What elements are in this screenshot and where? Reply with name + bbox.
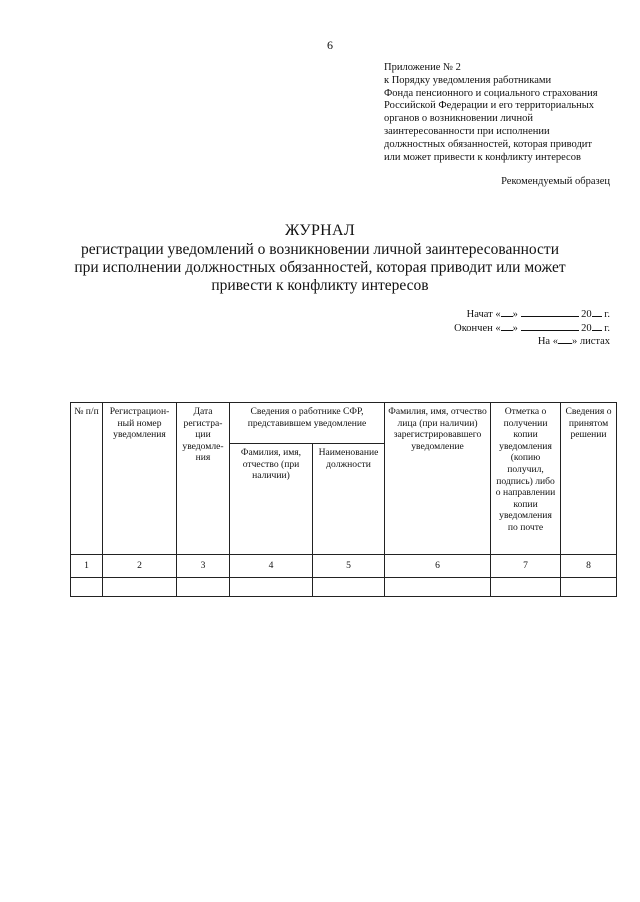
- empty-cell: [177, 578, 230, 597]
- appendix-line: Приложение № 2: [384, 62, 461, 73]
- year-blank: [592, 322, 602, 331]
- appendix-header: [384, 62, 624, 164]
- sample-note: Рекомендуемый образец: [501, 176, 610, 187]
- title-heading: ЖУРНАЛ: [284, 222, 356, 239]
- header-registrar-name: Фамилия, имя, отчество лица (при наличии) зарегистрировавшего уведомление: [385, 403, 491, 555]
- started-label: Начат «: [466, 309, 501, 320]
- header-registration-date: Дата регистра-ции уведомле-ния: [177, 403, 230, 555]
- month-blank: [521, 308, 579, 317]
- header-row-number: № п/п: [71, 403, 103, 555]
- day-blank: [501, 322, 513, 331]
- column-number: 7: [491, 555, 561, 578]
- appendix-line: Фонда пенсионного и социального страхования: [384, 87, 598, 99]
- empty-cell: [491, 578, 561, 597]
- empty-cell: [385, 578, 491, 597]
- year-prefix: 20: [581, 322, 592, 334]
- title-line: при исполнении должностных обязанностей, которая приводит или может: [74, 259, 566, 276]
- year-suffix: г.: [604, 322, 610, 334]
- header-registration-number: Регистрацион-ный номер уведомления: [103, 403, 177, 555]
- appendix-line: к Порядку уведомления работниками: [384, 74, 552, 86]
- appendix-line: заинтересованности при исполнении: [384, 125, 550, 137]
- sheets-suffix: » листах: [571, 336, 610, 347]
- column-number-row: [71, 555, 617, 578]
- year-prefix: 20: [581, 309, 592, 320]
- column-number: 8: [561, 555, 617, 578]
- appendix-line: Российской Федерации и его территориальных: [384, 100, 595, 112]
- year-blank: [592, 308, 602, 317]
- empty-cell: [103, 578, 177, 597]
- started-date-line: [420, 308, 610, 322]
- journal-table: [70, 402, 617, 597]
- empty-cell: [313, 578, 385, 597]
- column-number: 2: [103, 555, 177, 578]
- header-employee-name: Фамилия, имя, отчество (при наличии): [230, 444, 313, 555]
- quote-close: »: [512, 322, 518, 334]
- journal-dates: [420, 308, 610, 349]
- header-employee-info: Сведения о работнике СФР, представившем уведомление: [230, 403, 385, 444]
- header-position: Наименование должности: [313, 444, 385, 555]
- ended-date-line: [420, 322, 610, 336]
- empty-row: [71, 578, 617, 597]
- title-line: привести к конфликту интересов: [211, 277, 429, 294]
- column-number: 1: [71, 555, 103, 578]
- header-decision: Сведения о принятом решении: [561, 403, 617, 555]
- column-number: 6: [385, 555, 491, 578]
- empty-cell: [230, 578, 313, 597]
- sheets-prefix: На «: [537, 336, 558, 347]
- column-number: 3: [177, 555, 230, 578]
- sheets-blank: [558, 335, 572, 344]
- column-number: 5: [313, 555, 385, 578]
- sheets-line: [420, 335, 610, 349]
- title-line: регистрации уведомлений о возникновении личной заинтересованности: [80, 241, 560, 258]
- year-suffix: г.: [604, 309, 610, 320]
- month-blank: [521, 322, 579, 331]
- day-blank: [501, 308, 513, 317]
- document-title: [60, 222, 580, 295]
- header-row: [71, 403, 617, 444]
- appendix-line: должностных обязанностей, которая приводит: [384, 138, 592, 150]
- ended-label: Окончен «: [454, 322, 501, 334]
- empty-cell: [71, 578, 103, 597]
- empty-cell: [561, 578, 617, 597]
- appendix-line: органов о возникновении личной: [384, 113, 533, 125]
- appendix-line: или может привести к конфликту интересов: [384, 151, 581, 163]
- quote-close: »: [512, 309, 518, 320]
- page-number: 6: [327, 38, 333, 52]
- column-number: 4: [230, 555, 313, 578]
- header-copy-receipt: Отметка о получении копии уведомления (копию получил, подпись) либо о направлении копии уведомления по почте: [491, 403, 561, 555]
